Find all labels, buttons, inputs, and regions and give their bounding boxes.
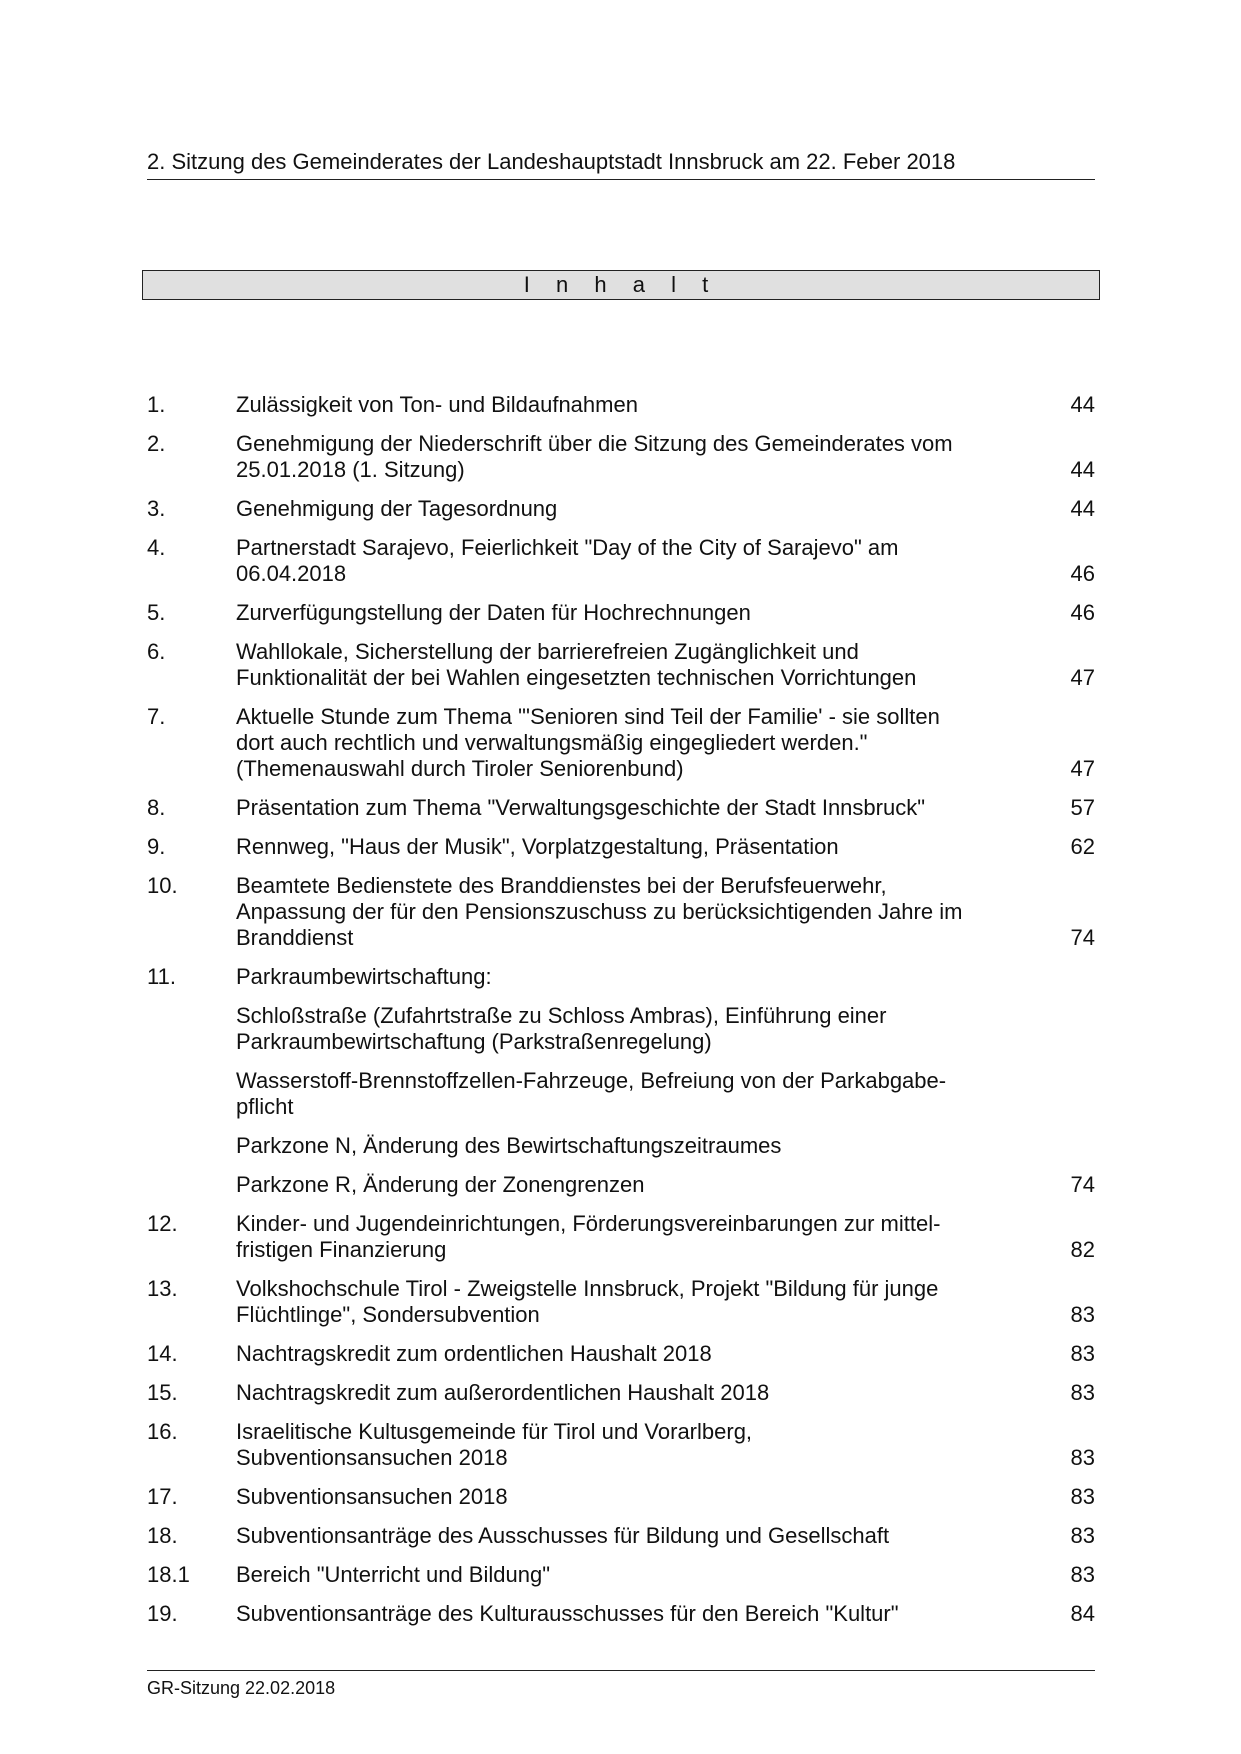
toc-title: Rennweg, "Haus der Musik", Vorplatzgestaltung, Präsentation: [236, 834, 839, 859]
toc-title: Nachtragskredit zum ordentlichen Haushalt 2018: [236, 1341, 712, 1366]
toc-page: 44: [1070, 392, 1095, 417]
toc-entry: [147, 431, 1095, 483]
toc-page: 47: [1070, 756, 1095, 781]
toc-entry: [147, 1133, 1095, 1159]
toc-title: Genehmigung der Niederschrift über die Sitzung des Gemeinderates vom 25.01.2018 (1. Sitzung): [236, 431, 953, 482]
toc-page: 83: [1070, 1380, 1095, 1405]
toc-title: Zulässigkeit von Ton- und Bildaufnahmen: [236, 392, 638, 417]
toc-number: 10.: [147, 873, 178, 898]
toc-number: 4.: [147, 535, 166, 560]
toc-page: 83: [1070, 1302, 1095, 1327]
toc-page: 44: [1070, 457, 1095, 482]
toc-page: 57: [1070, 795, 1095, 820]
toc-number: 3.: [147, 496, 166, 521]
toc-page: 83: [1070, 1341, 1095, 1366]
toc-title: Wasserstoff-Brennstoffzellen-Fahrzeuge, Befreiung von der Parkabgabe- pflicht: [236, 1068, 947, 1119]
toc-entry: [147, 392, 1095, 418]
toc-title: Parkraumbewirtschaftung:: [236, 964, 492, 989]
toc-title: Parkzone N, Änderung des Bewirtschaftungszeitraumes: [236, 1133, 782, 1158]
toc-title: Zurverfügungstellung der Daten für Hochrechnungen: [236, 600, 751, 625]
toc-title: Präsentation zum Thema "Verwaltungsgeschichte der Stadt Innsbruck": [236, 795, 926, 820]
toc-number: 2.: [147, 431, 166, 456]
toc-page: 74: [1070, 1172, 1095, 1197]
toc-title: Israelitische Kultusgemeinde für Tirol und Vorarlberg, Subventionsansuchen 2018: [236, 1419, 753, 1470]
toc-number: 13.: [147, 1276, 178, 1301]
toc-title: Subventionsanträge des Kulturausschusses für den Bereich "Kultur": [236, 1601, 899, 1626]
toc-number: 9.: [147, 834, 166, 859]
toc-entry: [147, 1601, 1095, 1627]
toc-title: Bereich "Unterricht und Bildung": [236, 1562, 551, 1587]
toc-entry: [147, 1484, 1095, 1510]
toc-entry: [147, 600, 1095, 626]
toc-entry: [147, 1276, 1095, 1328]
page-header: 2. Sitzung des Gemeinderates der Landeshauptstadt Innsbruck am 22. Feber 2018: [147, 149, 1095, 180]
toc-entry: [147, 1068, 1095, 1120]
toc-number: 8.: [147, 795, 166, 820]
toc-title: Wahllokale, Sicherstellung der barrierefreien Zugänglichkeit und Funktionalität der bei Wahlen eingesetzten technischen Vorrichtungen: [236, 639, 917, 690]
toc-entry: [147, 535, 1095, 587]
toc-title: Volkshochschule Tirol - Zweigstelle Innsbruck, Projekt "Bildung für junge Flüchtlinge", Sondersubvention: [236, 1276, 939, 1327]
toc-entry: [147, 1211, 1095, 1263]
toc-number: 12.: [147, 1211, 178, 1236]
page-footer: GR-Sitzung 22.02.2018: [147, 1670, 1095, 1699]
toc-entry: [147, 1172, 1095, 1198]
toc-entry: [147, 704, 1095, 782]
toc-page: 74: [1070, 925, 1095, 950]
toc-entry: [147, 1003, 1095, 1055]
toc-entry: [147, 639, 1095, 691]
toc-page: 46: [1070, 600, 1095, 625]
toc-page: 46: [1070, 561, 1095, 586]
toc-page: 62: [1070, 834, 1095, 859]
toc-page: 83: [1070, 1445, 1095, 1470]
toc-title: Subventionsansuchen 2018: [236, 1484, 508, 1509]
toc-entry: [147, 496, 1095, 522]
toc-entry: [147, 1341, 1095, 1367]
toc-page: 47: [1070, 665, 1095, 690]
toc-entry: [147, 964, 1095, 990]
toc-entry: [147, 1523, 1095, 1549]
table-of-contents: [147, 392, 1095, 1640]
toc-title: Schloßstraße (Zufahrtstraße zu Schloss Ambras), Einführung einer Parkraumbewirtschaftung (Parkstraßenregelung): [236, 1003, 887, 1054]
toc-page: 84: [1070, 1601, 1095, 1626]
toc-number: 7.: [147, 704, 166, 729]
toc-entry: [147, 1562, 1095, 1588]
toc-entry: [147, 834, 1095, 860]
toc-page: 82: [1070, 1237, 1095, 1262]
toc-page: 83: [1070, 1523, 1095, 1548]
toc-number: 6.: [147, 639, 166, 664]
toc-title: Parkzone R, Änderung der Zonengrenzen: [236, 1172, 645, 1197]
toc-number: 17.: [147, 1484, 178, 1509]
toc-title: Beamtete Bedienstete des Branddienstes bei der Berufsfeuerwehr, Anpassung der für den Pensionszuschuss zu berücksichtigenden Jahre im Branddienst: [236, 873, 963, 950]
toc-title: Subventionsanträge des Ausschusses für Bildung und Gesellschaft: [236, 1523, 890, 1548]
toc-title: Partnerstadt Sarajevo, Feierlichkeit "Day of the City of Sarajevo" am 06.04.2018: [236, 535, 899, 586]
toc-number: 18.1: [147, 1562, 190, 1587]
toc-title: Kinder- und Jugendeinrichtungen, Förderungsvereinbarungen zur mittel- fristigen Finanzierung: [236, 1211, 941, 1262]
toc-page: 83: [1070, 1562, 1095, 1587]
toc-number: 5.: [147, 600, 166, 625]
contents-heading: I n h a l t: [142, 270, 1100, 300]
toc-number: 19.: [147, 1601, 178, 1626]
toc-entry: [147, 873, 1095, 951]
toc-page: 83: [1070, 1484, 1095, 1509]
toc-title: Genehmigung der Tagesordnung: [236, 496, 558, 521]
toc-title: Aktuelle Stunde zum Thema "'Senioren sind Teil der Familie' - sie sollten dort auch rechtlich und verwaltungsmäßig eingegliedert werden." (Themenauswahl durch Tiroler Seniorenbund): [236, 704, 940, 781]
toc-entry: [147, 1380, 1095, 1406]
toc-entry: [147, 1419, 1095, 1471]
toc-number: 1.: [147, 392, 166, 417]
toc-number: 11.: [147, 964, 176, 989]
toc-page: 44: [1070, 496, 1095, 521]
toc-number: 15.: [147, 1380, 178, 1405]
toc-number: 14.: [147, 1341, 178, 1366]
toc-number: 16.: [147, 1419, 178, 1444]
toc-entry: [147, 795, 1095, 821]
toc-title: Nachtragskredit zum außerordentlichen Haushalt 2018: [236, 1380, 770, 1405]
toc-number: 18.: [147, 1523, 178, 1548]
